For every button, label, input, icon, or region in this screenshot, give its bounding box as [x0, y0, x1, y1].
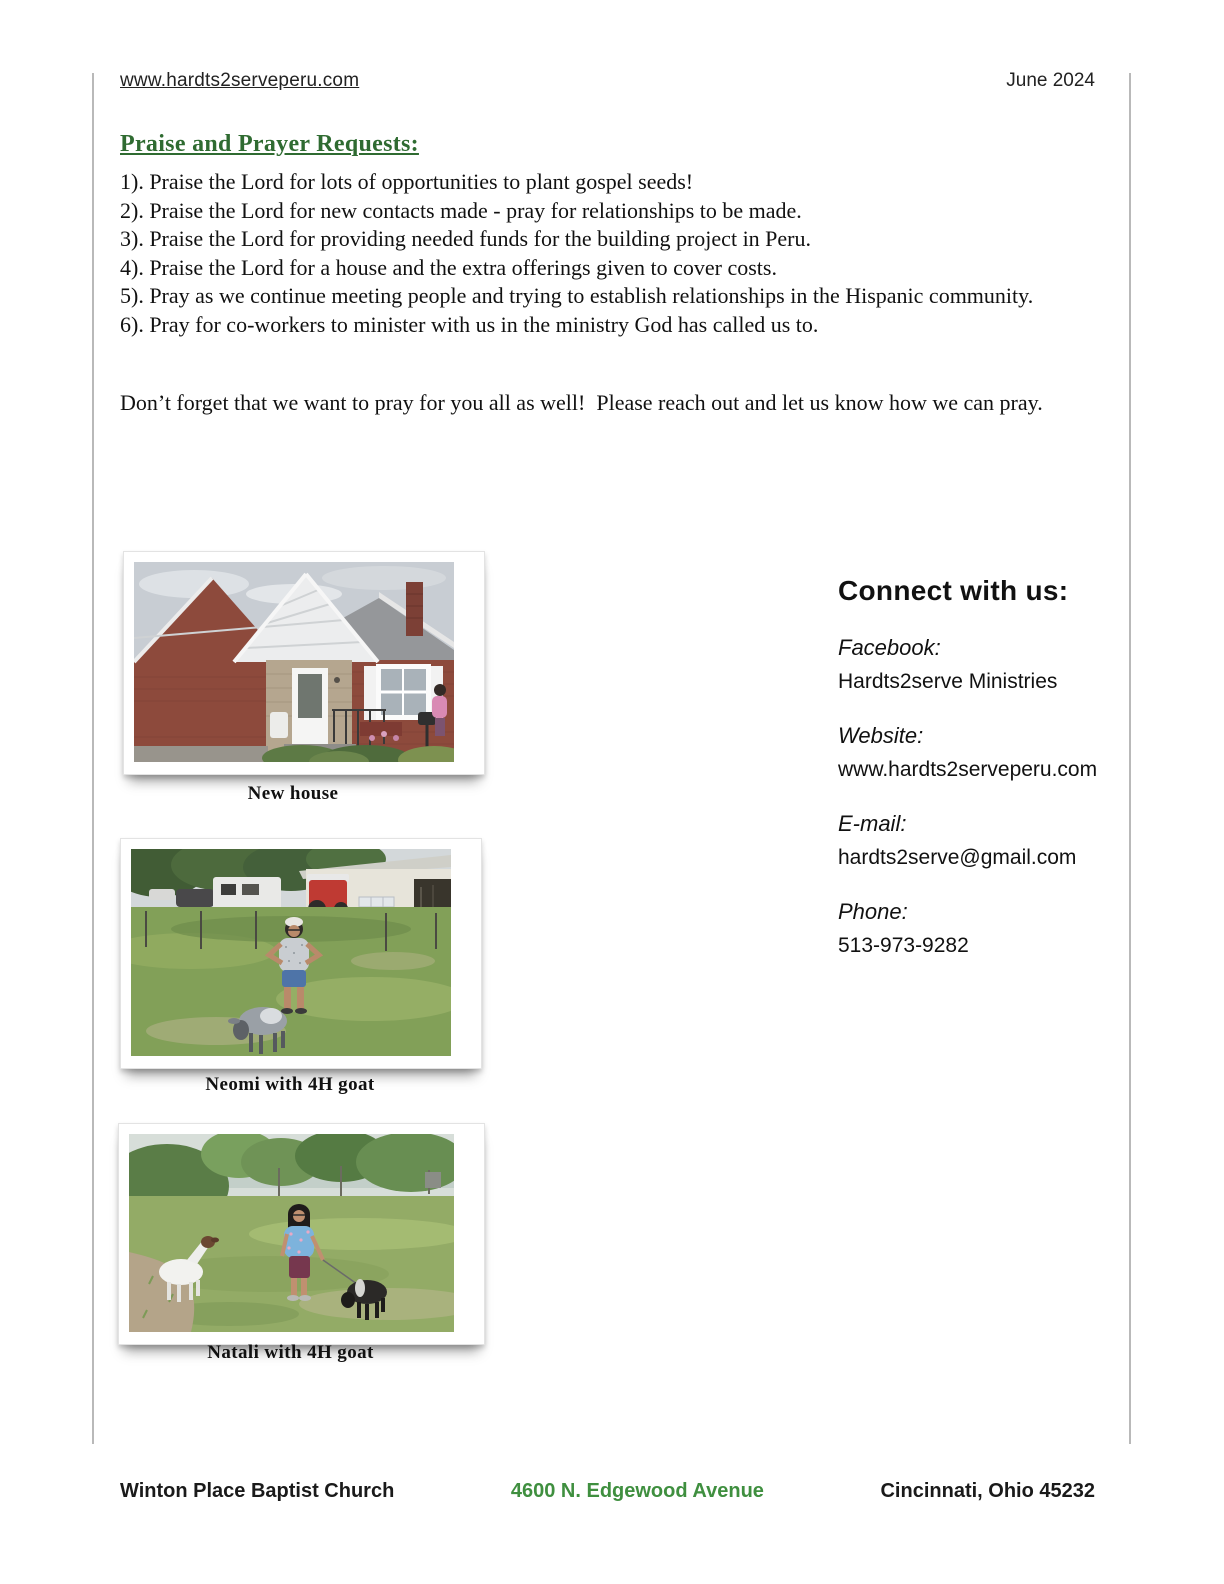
page-border-left — [92, 73, 94, 1444]
prayer-item-4: 4). Praise the Lord for a house and the extra offerings given to cover costs. — [120, 254, 777, 280]
footer-church-name: Winton Place Baptist Church — [120, 1480, 395, 1502]
prayer-item-1: 1). Praise the Lord for lots of opportunities to plant gospel seeds! — [120, 169, 694, 194]
caption-new-house: New house — [247, 783, 339, 804]
footer-city: Cincinnati, Ohio 45232 — [880, 1480, 1095, 1502]
photo-new-house — [123, 551, 485, 775]
connect-heading: Connect with us: — [838, 575, 1069, 606]
prayer-item-6: 6). Pray for co-workers to minister with us in the ministry God has called us to. — [120, 311, 819, 337]
closing-paragraph: Don’t forget that we want to pray for you all as well! Please reach out and let us know how we can pray. — [120, 390, 1043, 415]
page-border-right — [1129, 73, 1131, 1444]
prayer-requests-heading: Praise and Prayer Requests: — [120, 131, 419, 157]
email-label: E-mail: — [838, 811, 907, 836]
footer-address: 4600 N. Edgewood Avenue — [510, 1480, 764, 1502]
neomi-goat-illustration — [131, 849, 451, 1056]
phone-label: Phone: — [838, 899, 908, 924]
caption-natali-goat: Natali with 4H goat — [207, 1342, 374, 1363]
page-header — [120, 70, 1095, 92]
photo-neomi-goat — [120, 838, 482, 1069]
caption-neomi-goat: Neomi with 4H goat — [205, 1074, 375, 1095]
issue-date: June 2024 — [1006, 70, 1095, 91]
prayer-item-3: 3). Praise the Lord for providing needed funds for the building project in Peru. — [120, 226, 812, 251]
facebook-value: Hardts2serve Ministries — [838, 670, 1058, 693]
photo-natali-goat — [118, 1123, 485, 1345]
email-value: hardts2serve@gmail.com — [838, 846, 1077, 869]
website-link[interactable]: www.hardts2serveperu.com — [120, 70, 360, 91]
connect-entry-facebook — [838, 631, 1128, 699]
phone-value: 513-973-9282 — [838, 934, 969, 957]
new-house-illustration — [134, 562, 454, 762]
page-footer — [120, 1480, 1095, 1503]
connect-entry-email — [838, 807, 1128, 875]
website-value: www.hardts2serveperu.com — [838, 758, 1098, 781]
prayer-request-list — [120, 168, 1098, 339]
facebook-label: Facebook: — [838, 635, 941, 660]
website-label: Website: — [838, 723, 924, 748]
prayer-item-5: 5). Pray as we continue meeting people and trying to establish relationships in the Hispanic community. — [120, 283, 1034, 308]
connect-entry-website — [838, 719, 1128, 787]
connect-entry-phone — [838, 895, 1128, 963]
natali-goat-illustration — [129, 1134, 454, 1332]
prayer-item-2: 2). Praise the Lord for new contacts made - pray for relationships to be made. — [120, 197, 802, 223]
connect-section — [838, 575, 1128, 983]
